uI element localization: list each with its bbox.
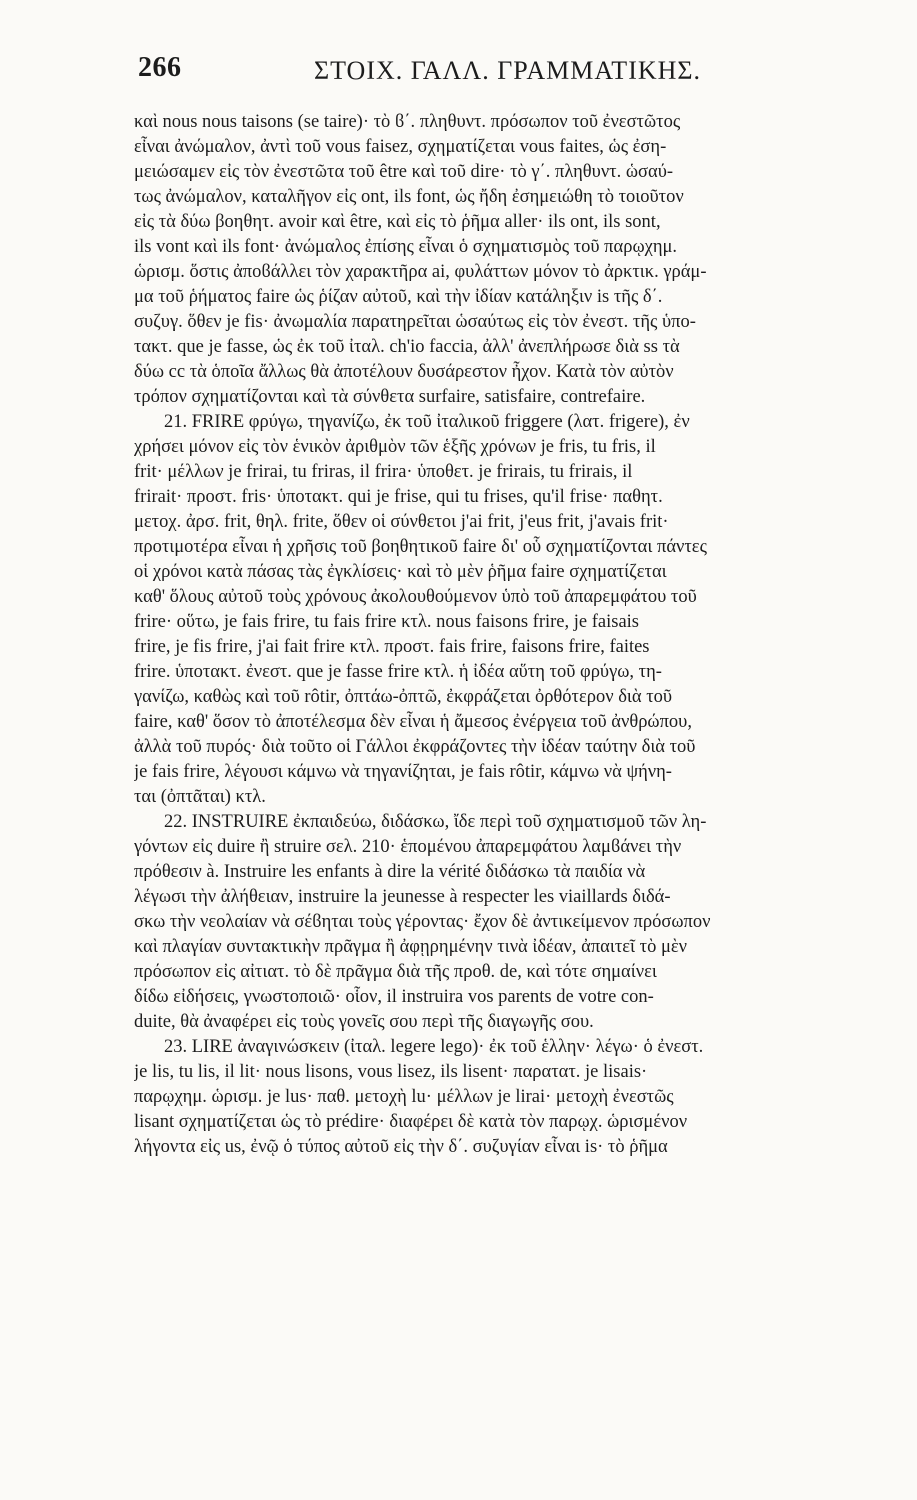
page-number: 266 xyxy=(138,52,182,83)
entry-22-line: 22. INSTRUIRE ἐκπαιδεύω, διδάσκω, ἴδε περὶ τοῦ σχηματισμοῦ τῶν λη- xyxy=(164,812,707,832)
text-line: lisant σχηματίζεται ὡς τὸ prédire· διαφέρει δὲ κατὰ τὸν παρῳχ. ὡρισμένον xyxy=(134,1112,688,1132)
text-line: duite, θὰ ἀναφέρει εἰς τοὺς γονεῖς σου περὶ τῆς διαγωγῆς σου. xyxy=(134,1012,594,1032)
text-line: ται (ὀπτᾶται) κτλ. xyxy=(134,787,266,807)
text-line: ils vont καὶ ils font· ἀνώμαλος ἐπίσης εἶναι ὁ σχηματισμὸς τοῦ παρῳχημ. xyxy=(134,237,678,257)
text-line: λέγωσι τὴν ἀλήθειαν, instruire la jeunesse à respecter les viaillards διδά- xyxy=(134,887,671,907)
text-line: πρόθεσιν à. Instruire les enfants à dire la vérité διδάσκω τὰ παιδία νὰ xyxy=(134,862,646,882)
text-line: τρόπον σχηματίζονται καὶ τὰ σύνθετα surfaire, satisfaire, contrefaire. xyxy=(134,387,646,407)
text-line: δύω cc τὰ ὁποῖα ἄλλως θὰ ἀποτέλουν δυσάρεστον ἦχον. Κατὰ τὸν αὐτὸν xyxy=(134,362,674,382)
text-line: τακτ. que je fasse, ὡς ἐκ τοῦ ἰταλ. ch'io faccia, ἀλλ' ἀνεπλήρωσε διὰ ss τὰ xyxy=(134,337,680,357)
text-line: μειώσαμεν εἰς τὸν ἐνεστῶτα τοῦ être καὶ τοῦ dire· τὸ γ΄. πληθυντ. ὡσαύ- xyxy=(134,162,674,182)
text-line: καθ' ὅλους αὐτοῦ τοὺς χρόνους ἀκολουθούμενον ὑπὸ τοῦ ἀπαρεμφάτου τοῦ xyxy=(134,587,697,607)
text-line: frire, je fis frire, j'ai fait frire κτλ. προστ. fais frire, faisons frire, faites xyxy=(134,637,650,657)
text-line: παρῳχημ. ὡρισμ. je lus· παθ. μετοχὴ lu· μέλλων je lirai· μετοχὴ ἐνεστῶς xyxy=(134,1087,674,1107)
text-line: δίδω εἰδήσεις, γνωστοποιῶ· οἷον, il instruira vos parents de votre con- xyxy=(134,987,654,1007)
body-text xyxy=(134,110,852,1160)
text-line: καὶ nous nous taisons (se taire)· τὸ ϐ΄. πληθυντ. πρόσωπον τοῦ ἐνεστῶτος xyxy=(134,112,681,132)
text-line: je lis, tu lis, il lit· nous lisons, vous lisez, ils lisent· παρατατ. je lisais· xyxy=(134,1062,648,1082)
text-line: καὶ πλαγίαν συντακτικὴν πρᾶγμα ἢ ἀφῃρημένην τινὰ ἰδέαν, ἀπαιτεῖ τὸ μὲν xyxy=(134,937,688,957)
text-line: μετοχ. ἀρσ. frit, θηλ. frite, ὅθεν οἱ σύνθετοι j'ai frit, j'eus frit, j'avais frit· xyxy=(134,512,669,532)
text-line: frire· οὕτω, je fais frire, tu fais frire κτλ. nous faisons frire, je faisais xyxy=(134,612,640,632)
entry-21-line: 21. FRIRE φρύγω, τηγανίζω, ἐκ τοῦ ἰταλικοῦ friggere (λατ. frigere), ἐν xyxy=(164,412,690,432)
text-line: je fais frire, λέγουσι κάμνω νὰ τηγανίζηται, je fais rôtir, κάμνω νὰ ψήνη- xyxy=(134,762,672,782)
text-line: γόντων εἰς duire ἢ struire σελ. 210· ἑπομένου ἀπαρεμφάτου λαμϐάνει τὴν xyxy=(134,837,682,857)
text-line: ἀλλὰ τοῦ πυρός· διὰ τοῦτο οἱ Γάλλοι ἐκφράζοντες τὴν ἰδέαν ταύτην διὰ τοῦ xyxy=(134,737,696,757)
text-line: λήγοντα εἰς us, ἐνῷ ὁ τύπος αὐτοῦ εἰς τὴν δ΄. συζυγίαν εἶναι is· τὸ ῥῆμα xyxy=(134,1137,668,1157)
text-line: εἰς τὰ δύω βοηθητ. avoir καὶ être, καὶ εἰς τὸ ῥῆμα aller· ils ont, ils sont, xyxy=(134,212,661,232)
text-line: χρήσει μόνον εἰς τὸν ἑνικὸν ἀριθμὸν τῶν ἑξῆς χρόνων je fris, tu fris, il xyxy=(134,437,656,457)
text-line: μα τοῦ ῥήματος faire ὡς ῥίζαν αὐτοῦ, καὶ τὴν ἰδίαν κατάληξιν is τῆς δ΄. xyxy=(134,287,663,307)
text-line: προτιμοτέρα εἶναι ἡ χρῆσις τοῦ βοηθητικοῦ faire δι' οὗ σχηματίζονται πάντες xyxy=(134,537,707,557)
text-line: γανίζω, καθὼς καὶ τοῦ rôtir, ὀπτάω-ὀπτῶ, ἐκφράζεται ὀρθότερον διὰ τοῦ xyxy=(134,687,673,707)
text-line: συζυγ. ὅθεν je fis· ἀνωμαλία παρατηρεῖται ὡσαύτως εἰς τὸν ἐνεστ. τῆς ὑπο- xyxy=(134,312,696,332)
text-line: frirait· προστ. fris· ὑποτακτ. qui je frise, qui tu frises, qu'il frise· παθητ. xyxy=(134,487,663,507)
text-line: σκω τὴν νεολαίαν νὰ σέϐηται τοὺς γέροντας· ἔχον δὲ ἀντικείμενον πρόσωπον xyxy=(134,912,711,932)
text-line: faire, καθ' ὅσον τὸ ἀποτέλεσμα δὲν εἶναι ἡ ἄμεσος ἐνέργεια τοῦ ἀνθρώπου, xyxy=(134,712,692,732)
text-line: frire. ὑποτακτ. ἐνεστ. que je fasse frire κτλ. ἡ ἰδέα αὕτη τοῦ φρύγω, τη- xyxy=(134,662,662,682)
text-line: τως ἀνώμαλον, καταλῆγον εἰς ont, ils font, ὡς ἤδη ἐσημειώθη τὸ τοιοῦτον xyxy=(134,187,684,207)
text-line: οἱ χρόνοι κατὰ πάσας τὰς ἐγκλίσεις· καὶ τὸ μὲν ῥῆμα faire σχηματίζεται xyxy=(134,562,667,582)
entry-23-line: 23. LIRE ἀναγινώσκειν (ἰταλ. legere lego)· ἐκ τοῦ ἑλλην· λέγω· ὁ ἐνεστ. xyxy=(164,1037,704,1057)
running-head: ΣΤΟΙΧ. ΓΑΛΛ. ΓΡΑΜΜΑΤΙΚΗΣ. xyxy=(314,56,702,85)
text-line: εἶναι ἀνώμαλον, ἀντὶ τοῦ vous faisez, σχηματίζεται vous faites, ὡς ἐση- xyxy=(134,137,667,157)
page-header xyxy=(138,52,858,92)
text-line: πρόσωπον εἰς αἰτιατ. τὸ δὲ πρᾶγμα διὰ τῆς προθ. de, καὶ τότε σημαίνει xyxy=(134,962,657,982)
text-line: frit· μέλλων je frirai, tu friras, il frira· ὑποθετ. je frirais, tu frirais, il xyxy=(134,462,633,482)
text-line: ὡρισμ. ὅστις ἀποϐάλλει τὸν χαρακτῆρα ai, φυλάττων μόνον τὸ ἀρκτικ. γράμ- xyxy=(134,262,707,282)
